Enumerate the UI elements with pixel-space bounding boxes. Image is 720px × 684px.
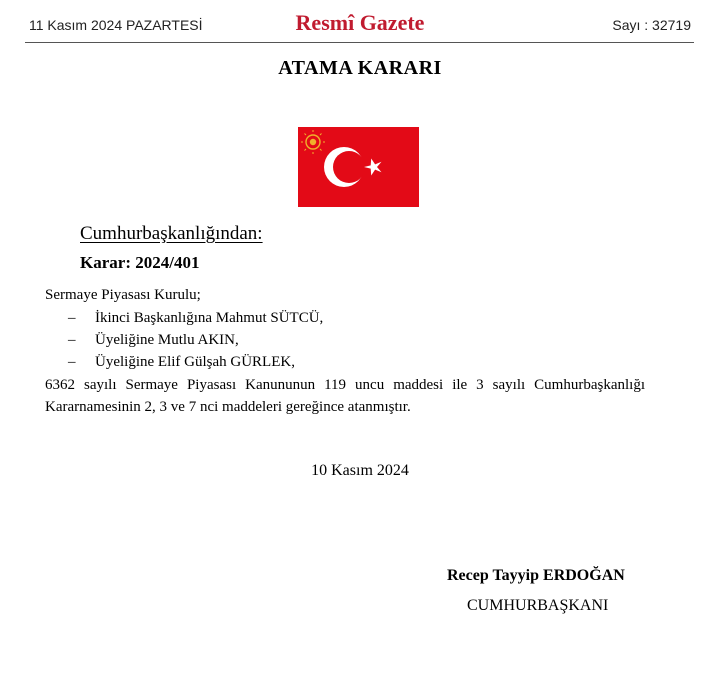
appointment-text: Üyeliğine Elif Gülşah GÜRLEK, bbox=[95, 354, 295, 370]
appointment-text: İkinci Başkanlığına Mahmut SÜTCÜ, bbox=[95, 310, 324, 326]
gazette-header bbox=[0, 0, 720, 44]
issue-number: Sayı : 32719 bbox=[612, 17, 691, 33]
body-text-line-2: Kararnamesinin 2, 3 ve 7 nci maddeleri gereğince atanmıştır. bbox=[45, 399, 411, 415]
list-dash: – bbox=[68, 310, 76, 326]
header-date: 11 Kasım 2024 PAZARTESİ bbox=[29, 17, 203, 33]
list-dash: – bbox=[68, 332, 76, 348]
signer-title: CUMHURBAŞKANI bbox=[467, 597, 609, 614]
list-dash: – bbox=[68, 354, 76, 370]
issuing-authority: Cumhurbaşkanlığından: bbox=[80, 223, 263, 244]
signer-name: Recep Tayyip ERDOĞAN bbox=[447, 567, 625, 584]
appointment-text: Üyeliğine Mutlu AKIN, bbox=[95, 332, 239, 348]
body-text-line-1: 6362 sayılı Sermaye Piyasası Kanununun 119 uncu maddesi ile 3 sayılı Cumhurbaşkanlığı bbox=[45, 377, 645, 393]
intro-line: Sermaye Piyasası Kurulu; bbox=[45, 287, 201, 303]
decision-number: Karar: 2024/401 bbox=[80, 253, 200, 272]
document-title: ATAMA KARARI bbox=[278, 57, 442, 79]
gazette-title: Resmî Gazete bbox=[295, 10, 425, 35]
signature-date: 10 Kasım 2024 bbox=[311, 462, 409, 479]
turkish-flag-icon bbox=[298, 127, 419, 207]
header-divider bbox=[25, 42, 694, 43]
